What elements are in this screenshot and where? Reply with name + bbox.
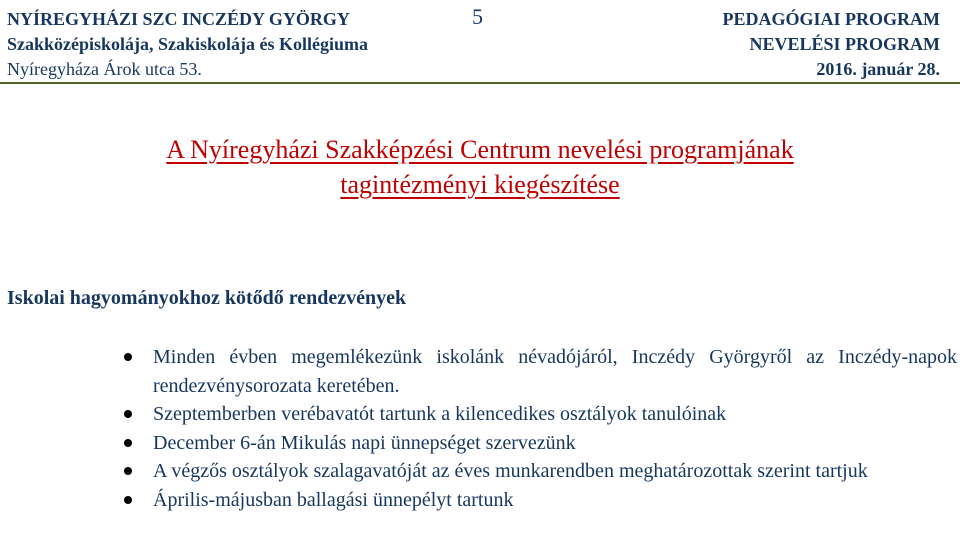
document-date: 2016. január 28. [816,59,940,79]
document-info [723,7,941,82]
list-item-text: Szeptemberben verébavatót tartunk a kilencedikes osztályok tanulóinak [153,403,727,425]
list-item-text: Április-májusban ballagási ünnepélyt tartunk [153,488,514,511]
document-title [0,132,960,202]
school-address: Nyíregyháza Árok utca 53. [7,59,202,79]
bullet-dot-icon [124,439,132,447]
list-item [110,429,957,458]
list-item-text: December 6-án Mikulás napi ünnepséget szervezünk [153,431,576,454]
list-item [110,343,957,400]
bullet-dot-icon [124,496,132,504]
program-title: PEDAGÓGIAI PROGRAM [722,9,940,29]
page-header [0,0,960,84]
page-number: 5 [472,4,483,29]
school-subtitle: Szakközépiskolája, Szakiskolája és Kollégiuma [7,34,369,54]
title-line-2: tagintézményi kiegészítése [340,170,620,199]
bullet-dot-icon [124,353,132,361]
school-name: NYÍREGYHÁZI SZC INCZÉDY GYÖRGY [7,9,350,29]
list-item [110,457,957,486]
list-item-text: A végzős osztályok szalagavatóját az éves munkarendben meghatározottak szerint tartjuk [153,460,868,482]
bullet-dot-icon [124,410,132,418]
title-line-1: A Nyíregyházi Szakképzési Centrum nevelési programjának [166,135,794,164]
bullet-dot-icon [124,467,132,475]
event-list [110,343,957,514]
list-item [110,486,957,515]
section-heading: Iskolai hagyományokhoz kötődő rendezvények [7,287,407,309]
list-item [110,400,957,429]
program-subtitle: NEVELÉSI PROGRAM [749,34,940,54]
list-item-text: Minden évben megemlékezünk iskolánk névadójáról, Inczédy Györgyről az Inczédy-napok rendezvénysorozata keretében. [153,346,957,397]
school-info [7,7,368,82]
